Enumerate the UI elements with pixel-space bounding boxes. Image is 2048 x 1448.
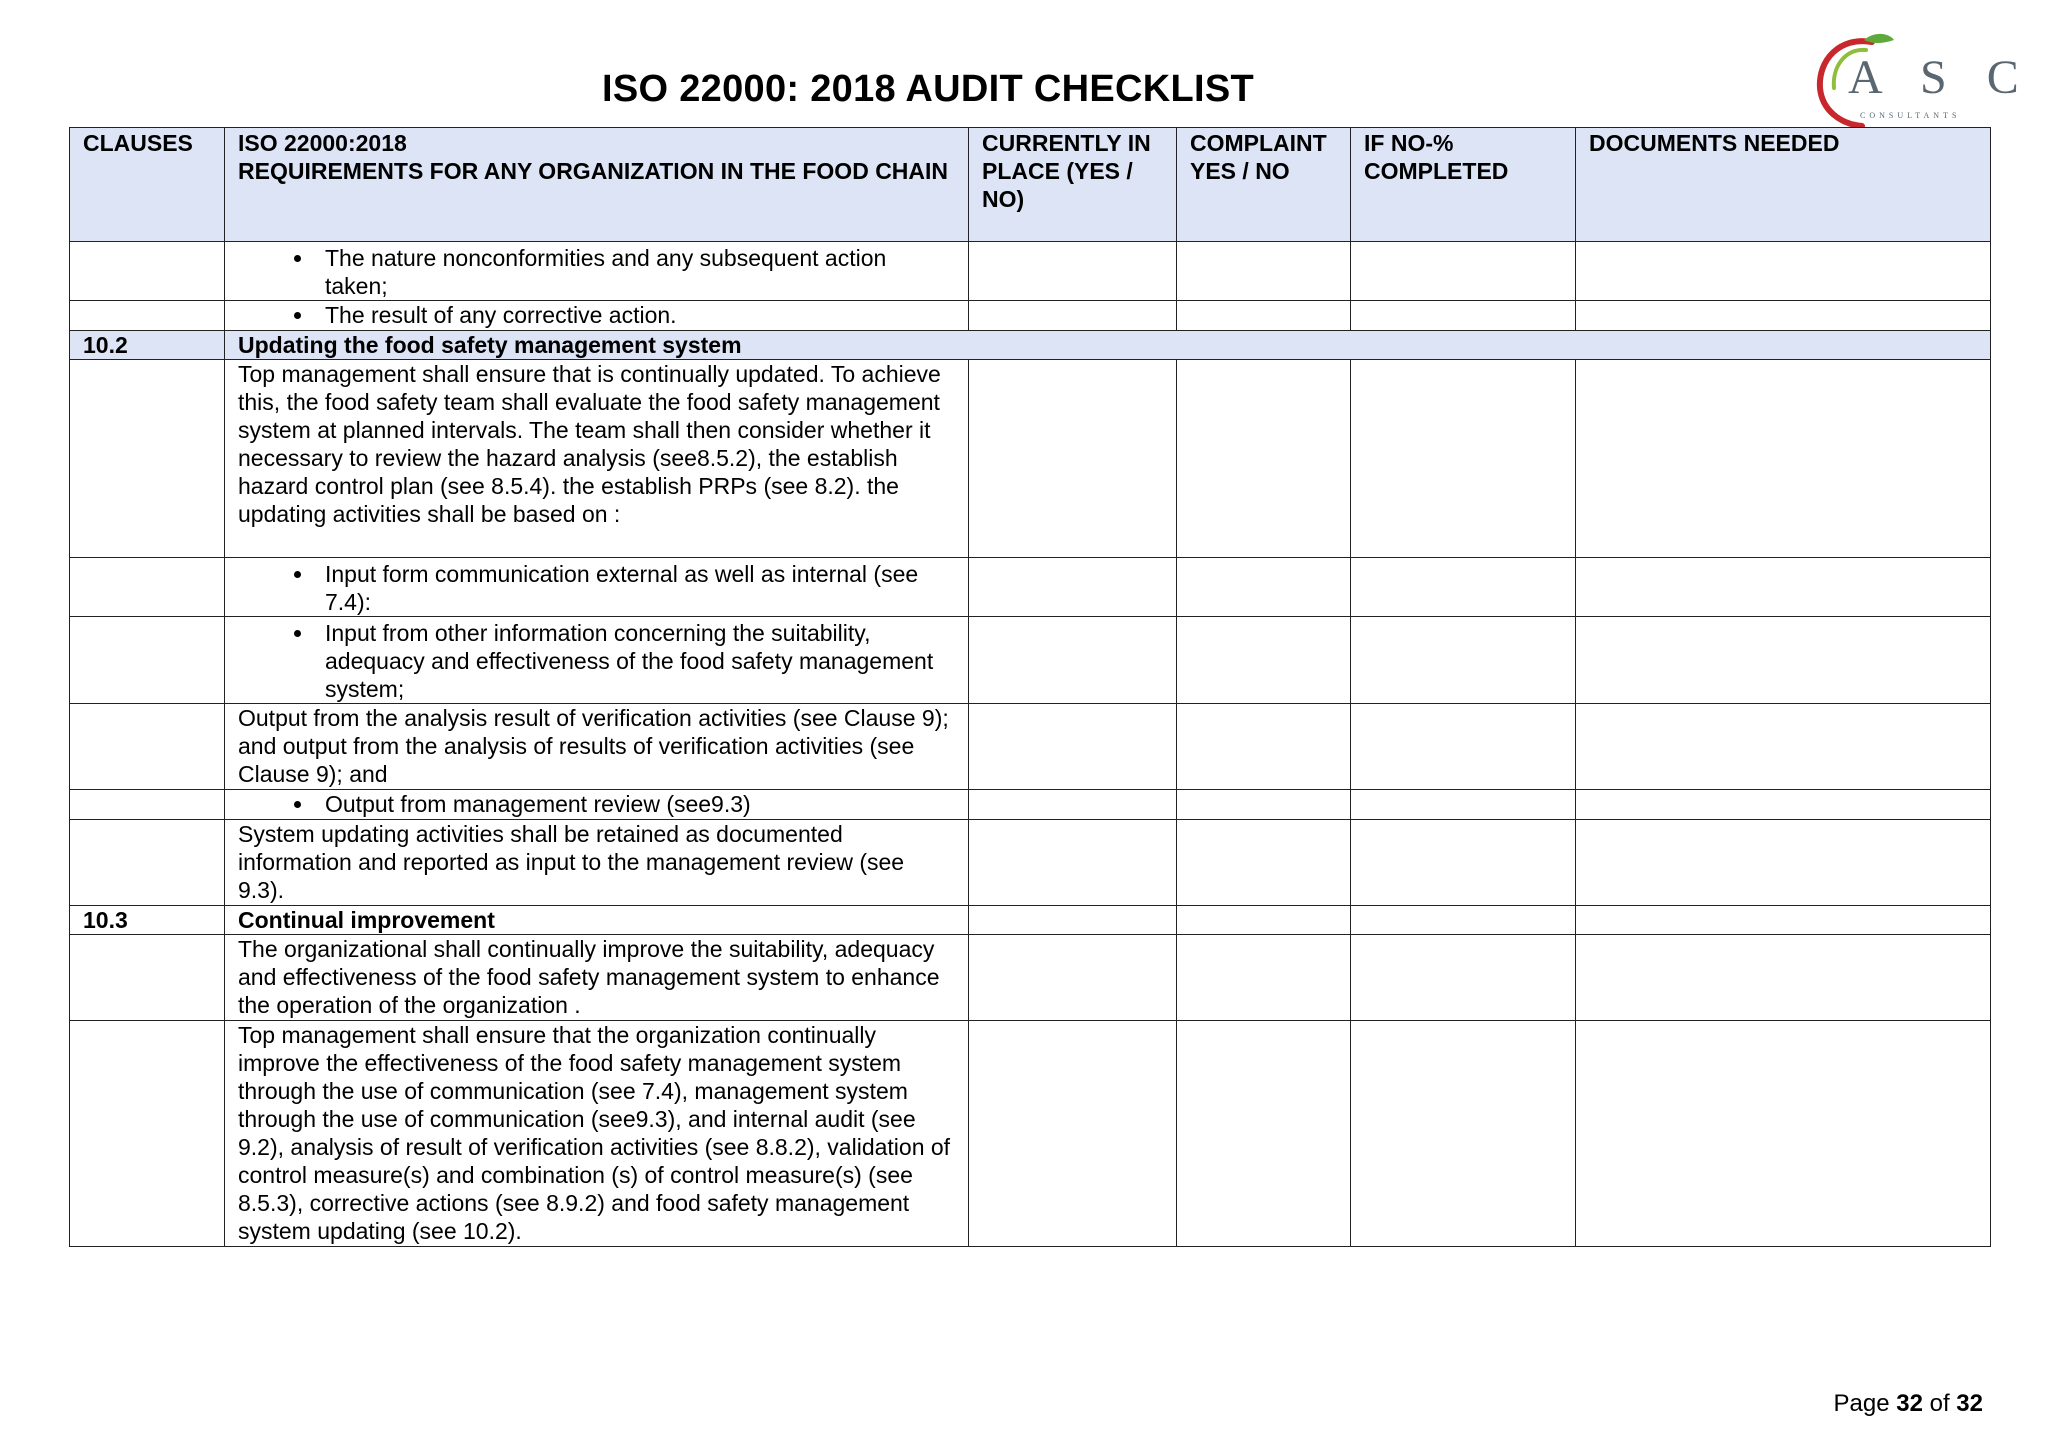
- currently-in-place-cell[interactable]: [969, 935, 1177, 1021]
- page-of: of: [1929, 1390, 1950, 1417]
- if-no-completed-cell[interactable]: [1351, 360, 1576, 558]
- clause-cell: [70, 301, 225, 331]
- clause-cell: [70, 704, 225, 790]
- header-documents-needed: DOCUMENTS NEEDED: [1576, 128, 1991, 242]
- table-row: [70, 790, 1991, 820]
- currently-in-place-cell[interactable]: [969, 790, 1177, 820]
- complaint-cell[interactable]: [1177, 617, 1351, 704]
- requirement-bullet: • The nature nonconformities and any subsequent action taken;: [315, 244, 955, 300]
- if-no-completed-cell[interactable]: [1351, 820, 1576, 906]
- requirement-cell: The organizational shall continually improve the suitability, adequacy and effectiveness of the food safety management system to enhance the operation of the organization .: [225, 935, 969, 1021]
- clause-cell: [70, 820, 225, 906]
- if-no-completed-cell[interactable]: [1351, 1021, 1576, 1247]
- table-row: [70, 242, 1991, 301]
- clause-cell: [70, 1021, 225, 1247]
- header-requirements: [225, 128, 969, 242]
- currently-in-place-cell[interactable]: [969, 617, 1177, 704]
- complaint-cell[interactable]: [1177, 906, 1351, 935]
- clause-cell: [70, 935, 225, 1021]
- currently-in-place-cell[interactable]: [969, 242, 1177, 301]
- clause-cell: 10.2: [70, 331, 225, 360]
- header-if-no-completed: IF NO-% COMPLETED: [1351, 128, 1576, 242]
- logo-subtitle: CONSULTANTS: [1860, 111, 1961, 120]
- requirement-cell: [225, 617, 969, 704]
- documents-needed-cell[interactable]: [1576, 617, 1991, 704]
- if-no-completed-cell[interactable]: [1351, 617, 1576, 704]
- requirement-bullet: • Input from other information concerning the suitability, adequacy and effectiveness of the food safety management system;: [315, 619, 955, 703]
- requirement-cell: Top management shall ensure that the organization continually improve the effectiveness of the food safety management system through the use of communication (see 7.4), management system through the use of communication (see9.3), and internal audit (see 9.2), analysis of result of verification activities (see 8.8.2), validation of control measure(s) and combination (s) of control measure(s) (see 8.5.3), corrective actions (see 8.9.2) and food safety management system updating (see 10.2).: [225, 1021, 969, 1247]
- requirement-cell: System updating activities shall be retained as documented information and reported as input to the management review (see 9.3).: [225, 820, 969, 906]
- complaint-cell[interactable]: [1177, 790, 1351, 820]
- table-row: [70, 935, 1991, 1021]
- requirement-cell: [225, 558, 969, 617]
- documents-needed-cell[interactable]: [1576, 242, 1991, 301]
- documents-needed-cell[interactable]: [1576, 1021, 1991, 1247]
- currently-in-place-cell[interactable]: [969, 1021, 1177, 1247]
- currently-in-place-cell[interactable]: [969, 906, 1177, 935]
- documents-needed-cell[interactable]: [1576, 935, 1991, 1021]
- requirement-cell: [225, 301, 969, 331]
- clause-cell: [70, 242, 225, 301]
- clause-cell: [70, 558, 225, 617]
- table-row: [70, 820, 1991, 906]
- table-header-row: [70, 128, 1991, 242]
- table-row: [70, 704, 1991, 790]
- currently-in-place-cell[interactable]: [969, 360, 1177, 558]
- requirement-cell: Output from the analysis result of verification activities (see Clause 9); and output from the analysis of results of verification activities (see Clause 9); and: [225, 704, 969, 790]
- header-clauses: CLAUSES: [70, 128, 225, 242]
- if-no-completed-cell[interactable]: [1351, 301, 1576, 331]
- clause-heading-row: [70, 906, 1991, 935]
- if-no-completed-cell[interactable]: [1351, 906, 1576, 935]
- table-row: [70, 301, 1991, 331]
- if-no-completed-cell[interactable]: [1351, 704, 1576, 790]
- table-row: [70, 558, 1991, 617]
- if-no-completed-cell[interactable]: [1351, 935, 1576, 1021]
- header-requirements-line2: REQUIREMENTS FOR ANY ORGANIZATION IN THE FOOD CHAIN: [238, 158, 949, 184]
- complaint-cell[interactable]: [1177, 1021, 1351, 1247]
- clause-cell: [70, 617, 225, 704]
- complaint-cell[interactable]: [1177, 820, 1351, 906]
- documents-needed-cell[interactable]: [1576, 906, 1991, 935]
- complaint-cell[interactable]: [1177, 558, 1351, 617]
- if-no-completed-cell[interactable]: [1351, 558, 1576, 617]
- page-total: 32: [1956, 1390, 1983, 1417]
- complaint-cell[interactable]: [1177, 935, 1351, 1021]
- requirement-bullet: • Output from management review (see9.3): [315, 790, 955, 818]
- requirement-bullet: • The result of any corrective action.: [315, 301, 955, 329]
- page-current: 32: [1896, 1390, 1923, 1417]
- header-complaint: COMPLAINT YES / NO: [1177, 128, 1351, 242]
- page-number: [1834, 1390, 1984, 1418]
- header-requirements-line1: ISO 22000:2018: [238, 130, 407, 156]
- documents-needed-cell[interactable]: [1576, 558, 1991, 617]
- requirement-bullet: • Input form communication external as well as internal (see 7.4):: [315, 560, 955, 616]
- clause-cell: [70, 790, 225, 820]
- requirement-cell: [225, 242, 969, 301]
- complaint-cell[interactable]: [1177, 301, 1351, 331]
- clause-cell: [70, 360, 225, 558]
- page-prefix: Page: [1833, 1390, 1890, 1417]
- audit-checklist-table: [69, 127, 1991, 1247]
- requirement-cell: Top management shall ensure that is continually updated. To achieve this, the food safety team shall evaluate the food safety management system at planned intervals. The team shall then consider whether it necessary to review the hazard analysis (see8.5.2), the establish hazard control plan (see 8.5.4). the establish PRPs (see 8.2). the updating activities shall be based on :: [225, 360, 969, 558]
- clause-cell: 10.3: [70, 906, 225, 935]
- document-title: ISO 22000: 2018 AUDIT CHECKLIST: [602, 68, 1254, 110]
- table-row: [70, 360, 1991, 558]
- documents-needed-cell[interactable]: [1576, 704, 1991, 790]
- currently-in-place-cell[interactable]: [969, 301, 1177, 331]
- complaint-cell[interactable]: [1177, 242, 1351, 301]
- currently-in-place-cell[interactable]: [969, 558, 1177, 617]
- header-currently-in-place: CURRENTLY IN PLACE (YES / NO): [969, 128, 1177, 242]
- if-no-completed-cell[interactable]: [1351, 242, 1576, 301]
- documents-needed-cell[interactable]: [1576, 820, 1991, 906]
- table-row: [70, 617, 1991, 704]
- logo-text: A S C: [1848, 51, 2033, 104]
- table-row: [70, 1021, 1991, 1247]
- section-title: Updating the food safety management system: [225, 331, 1991, 360]
- if-no-completed-cell[interactable]: [1351, 790, 1576, 820]
- currently-in-place-cell[interactable]: [969, 820, 1177, 906]
- documents-needed-cell[interactable]: [1576, 301, 1991, 331]
- complaint-cell[interactable]: [1177, 360, 1351, 558]
- section-row: [70, 331, 1991, 360]
- complaint-cell[interactable]: [1177, 704, 1351, 790]
- clause-heading: Continual improvement: [225, 906, 969, 935]
- requirement-cell: [225, 790, 969, 820]
- documents-needed-cell[interactable]: [1576, 360, 1991, 558]
- documents-needed-cell[interactable]: [1576, 790, 1991, 820]
- currently-in-place-cell[interactable]: [969, 704, 1177, 790]
